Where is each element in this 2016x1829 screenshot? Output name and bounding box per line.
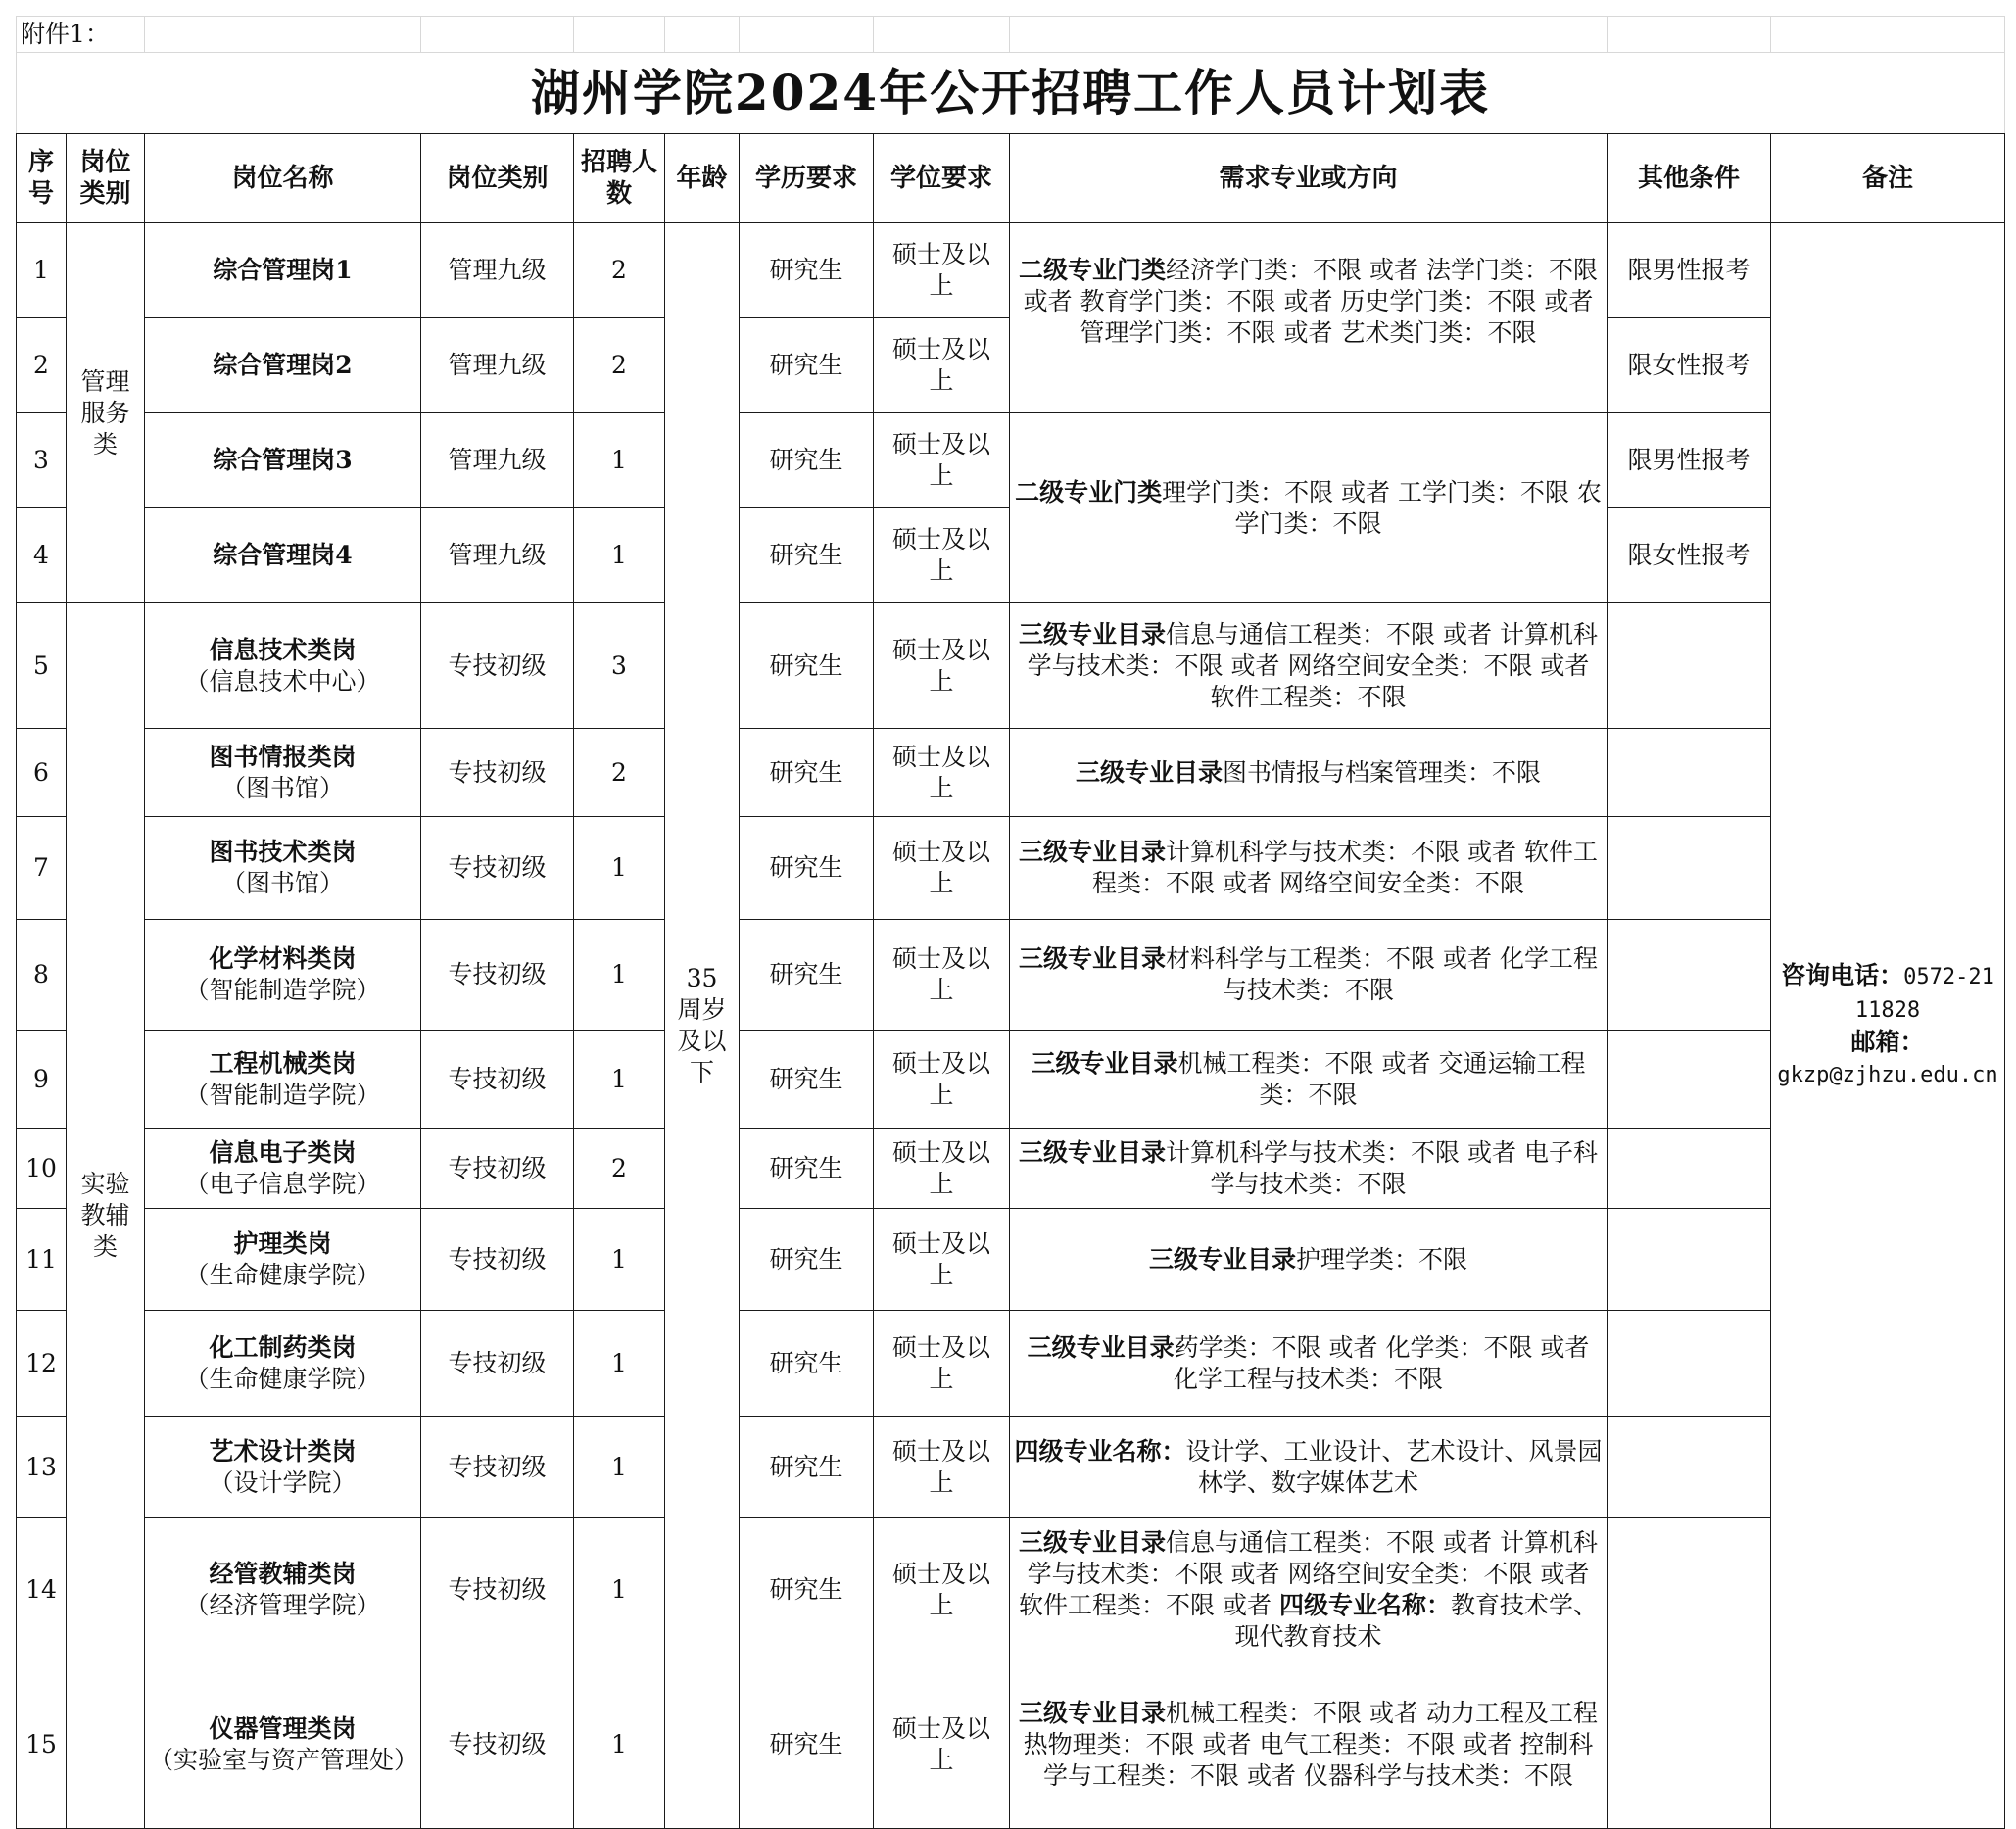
count-cell: 1 (574, 1311, 665, 1417)
post-name: 综合管理岗2 (213, 351, 353, 379)
major-text: 三级专业目录 (1019, 1699, 1167, 1727)
education-cell: 研究生 (740, 318, 874, 413)
education-cell: 研究生 (740, 1209, 874, 1311)
major-cell (1010, 920, 1608, 1031)
post-name-cell (145, 223, 421, 318)
degree-cell: 硕士及以上 (874, 1129, 1010, 1209)
post-type-cell: 管理九级 (421, 318, 574, 413)
degree-cell: 硕士及以上 (874, 1518, 1010, 1661)
post-dept: （实验室与资产管理处） (149, 1746, 419, 1774)
category-cell-lab: 实验教辅类 (67, 603, 145, 1829)
post-name: 化学材料类岗 (209, 944, 357, 973)
other-cell: 限女性报考 (1608, 318, 1771, 413)
education-cell: 研究生 (740, 413, 874, 508)
major-text: 机械工程类：不限 或者 动力工程及工程热物理类：不限 或者 电气工程类：不限 或者 控制科学与工程类：不限 或者 仪器科学与技术类：不限 (1023, 1699, 1598, 1790)
table-row (17, 817, 2005, 920)
major-cell (1010, 1311, 1608, 1417)
post-name: 仪器管理类岗 (209, 1714, 357, 1743)
post-name-cell (145, 1518, 421, 1661)
major-text: 经济学门类：不限 或者 法学门类：不限 或者 教育学门类：不限 或者 历史学门类：不限 或者 管理学门类：不限 或者 艺术类门类：不限 (1023, 256, 1598, 347)
major-text: 机械工程类：不限 或者 交通运输工程类：不限 (1177, 1048, 1586, 1109)
count-cell: 3 (574, 603, 665, 729)
major-text: 三级专业目录 (1148, 1244, 1296, 1274)
seq-cell: 5 (17, 603, 67, 729)
other-cell (1608, 920, 1771, 1031)
attachment-label: 附件1： (17, 17, 145, 53)
attachment-row (17, 17, 2005, 53)
other-cell (1608, 1518, 1771, 1661)
table-row (17, 603, 2005, 729)
major-cell (1010, 413, 1608, 603)
education-cell: 研究生 (740, 1518, 874, 1661)
seq-cell: 13 (17, 1417, 67, 1518)
major-cell (1010, 223, 1608, 413)
post-name: 护理类岗 (233, 1228, 332, 1258)
table-row (17, 1209, 2005, 1311)
degree-cell: 硕士及以上 (874, 223, 1010, 318)
table-row (17, 920, 2005, 1031)
header-row (17, 134, 2005, 223)
major-text: 三级专业目录 (1019, 838, 1167, 866)
count-cell: 1 (574, 817, 665, 920)
major-text: 三级专业目录 (1019, 944, 1167, 973)
degree-cell: 硕士及以上 (874, 1209, 1010, 1311)
seq-cell: 11 (17, 1209, 67, 1311)
seq-cell: 15 (17, 1661, 67, 1829)
post-name: 经管教辅类岗 (209, 1559, 357, 1588)
major-text: 图书情报与档案管理类：不限 (1223, 757, 1542, 787)
table-row (17, 223, 2005, 318)
major-text: 信息与通信工程类：不限 或者 计算机科学与技术类：不限 或者 网络空间安全类：不限 或者 软件工程类：不限 (1027, 619, 1598, 711)
post-name-cell (145, 1031, 421, 1129)
post-name: 工程机械类岗 (209, 1048, 357, 1078)
major-text: 三级专业目录 (1031, 1048, 1178, 1078)
table-row (17, 1129, 2005, 1209)
post-name-cell (145, 508, 421, 603)
other-cell (1608, 1129, 1771, 1209)
post-name: 艺术设计类岗 (209, 1436, 357, 1466)
major-text: 三级专业目录 (1019, 619, 1167, 649)
remark-cell (1771, 223, 2005, 1829)
post-name-cell (145, 1417, 421, 1518)
phone-value: 0572-2111828 (1854, 965, 1994, 1023)
post-type-cell: 专技初级 (421, 1129, 574, 1209)
count-cell: 1 (574, 1661, 665, 1829)
post-name-cell (145, 1311, 421, 1417)
education-cell: 研究生 (740, 603, 874, 729)
major-cell (1010, 1031, 1608, 1129)
recruitment-sheet (16, 16, 2004, 1829)
phone-label: 咨询电话： (1781, 961, 1904, 989)
count-cell: 1 (574, 1518, 665, 1661)
email-label: 邮箱： (1850, 1028, 1925, 1056)
post-name-cell (145, 920, 421, 1031)
major-text: 三级专业目录 (1019, 1137, 1167, 1167)
degree-cell: 硕士及以上 (874, 603, 1010, 729)
table-row (17, 729, 2005, 817)
count-cell: 1 (574, 920, 665, 1031)
other-cell (1608, 729, 1771, 817)
other-cell (1608, 1417, 1771, 1518)
post-dept: （设计学院） (209, 1468, 357, 1497)
header-degree: 学位要求 (874, 134, 1010, 223)
post-name: 化工制药类岗 (209, 1332, 357, 1362)
major-cell (1010, 1518, 1608, 1661)
major-text: 二级专业门类 (1015, 477, 1163, 506)
degree-cell: 硕士及以上 (874, 413, 1010, 508)
degree-cell: 硕士及以上 (874, 1031, 1010, 1129)
post-dept: （信息技术中心） (184, 666, 381, 696)
other-cell: 限男性报考 (1608, 413, 1771, 508)
header-major: 需求专业或方向 (1010, 134, 1608, 223)
table-row (17, 1417, 2005, 1518)
post-name: 综合管理岗1 (213, 256, 353, 284)
major-cell (1010, 817, 1608, 920)
other-cell (1608, 1311, 1771, 1417)
post-type-cell: 专技初级 (421, 1209, 574, 1311)
post-type-cell: 专技初级 (421, 817, 574, 920)
header-age: 年龄 (665, 134, 740, 223)
major-cell (1010, 1209, 1608, 1311)
major-text: 四级专业名称： (1278, 1590, 1451, 1619)
degree-cell: 硕士及以上 (874, 1311, 1010, 1417)
post-dept: （生命健康学院） (184, 1260, 381, 1289)
post-name-cell (145, 817, 421, 920)
degree-cell: 硕士及以上 (874, 508, 1010, 603)
table-row (17, 413, 2005, 508)
education-cell: 研究生 (740, 1311, 874, 1417)
post-type-cell: 专技初级 (421, 1518, 574, 1661)
other-cell: 限女性报考 (1608, 508, 1771, 603)
degree-cell: 硕士及以上 (874, 1417, 1010, 1518)
other-cell: 限男性报考 (1608, 223, 1771, 318)
count-cell: 1 (574, 1031, 665, 1129)
page-title: 湖州学院2024年公开招聘工作人员计划表 (17, 53, 2005, 134)
post-type-cell: 专技初级 (421, 603, 574, 729)
post-dept: （电子信息学院） (184, 1169, 381, 1198)
major-cell (1010, 1417, 1608, 1518)
title-row (17, 53, 2005, 134)
post-name-cell (145, 413, 421, 508)
count-cell: 1 (574, 413, 665, 508)
seq-cell: 14 (17, 1518, 67, 1661)
table-row (17, 1311, 2005, 1417)
seq-cell: 1 (17, 223, 67, 318)
post-dept: （图书馆） (220, 773, 344, 802)
seq-cell: 10 (17, 1129, 67, 1209)
count-cell: 2 (574, 318, 665, 413)
post-name-cell (145, 318, 421, 413)
count-cell: 2 (574, 729, 665, 817)
major-text: 三级专业目录 (1075, 757, 1223, 787)
education-cell: 研究生 (740, 1129, 874, 1209)
post-name: 图书技术类岗 (209, 838, 357, 866)
education-cell: 研究生 (740, 223, 874, 318)
post-name-cell (145, 1209, 421, 1311)
header-other: 其他条件 (1608, 134, 1771, 223)
other-cell (1608, 1209, 1771, 1311)
post-type-cell: 专技初级 (421, 920, 574, 1031)
seq-cell: 3 (17, 413, 67, 508)
post-name-cell (145, 729, 421, 817)
major-text: 三级专业目录 (1019, 1527, 1167, 1557)
education-cell: 研究生 (740, 508, 874, 603)
degree-cell: 硕士及以上 (874, 729, 1010, 817)
seq-cell: 6 (17, 729, 67, 817)
count-cell: 2 (574, 223, 665, 318)
table-row (17, 1661, 2005, 1829)
post-dept: （智能制造学院） (184, 976, 381, 1004)
post-dept: （生命健康学院） (184, 1364, 381, 1393)
major-text: 四级专业名称： (1014, 1436, 1186, 1466)
recruitment-table (16, 16, 2005, 1829)
post-name: 综合管理岗4 (213, 541, 353, 569)
post-name-cell (145, 1661, 421, 1829)
post-name: 信息技术类岗 (209, 635, 357, 664)
email-value: gkzp@zjhzu.edu.cn (1777, 1063, 1998, 1087)
degree-cell: 硕士及以上 (874, 318, 1010, 413)
education-cell: 研究生 (740, 729, 874, 817)
post-type-cell: 专技初级 (421, 1661, 574, 1829)
seq-cell: 8 (17, 920, 67, 1031)
other-cell (1608, 1661, 1771, 1829)
major-text: 材料科学与工程类：不限 或者 化学工程与技术类：不限 (1166, 944, 1598, 1004)
age-cell: 35周岁及以下 (665, 223, 740, 1829)
major-text: 设计学、工业设计、艺术设计、风景园林学、数字媒体艺术 (1185, 1436, 1603, 1497)
count-cell: 1 (574, 1209, 665, 1311)
seq-cell: 4 (17, 508, 67, 603)
other-cell (1608, 603, 1771, 729)
major-text: 信息与通信工程类：不限 或者 计算机科学与技术类：不限 或者 网络空间安全类：不限 或者 软件工程类：不限 或者 (1019, 1527, 1598, 1619)
post-name: 综合管理岗3 (213, 446, 353, 474)
table-row (17, 1031, 2005, 1129)
count-cell: 2 (574, 1129, 665, 1209)
degree-cell: 硕士及以上 (874, 920, 1010, 1031)
seq-cell: 12 (17, 1311, 67, 1417)
major-cell (1010, 729, 1608, 817)
major-cell (1010, 1661, 1608, 1829)
post-type-cell: 专技初级 (421, 729, 574, 817)
post-type-cell: 管理九级 (421, 223, 574, 318)
major-text: 计算机科学与技术类：不限 或者 电子科学与技术类：不限 (1166, 1137, 1598, 1198)
category-cell-management: 管理服务类 (67, 223, 145, 603)
post-type-cell: 专技初级 (421, 1031, 574, 1129)
other-cell (1608, 817, 1771, 920)
other-cell (1608, 1031, 1771, 1129)
degree-cell: 硕士及以上 (874, 1661, 1010, 1829)
education-cell: 研究生 (740, 817, 874, 920)
header-count: 招聘人数 (574, 134, 665, 223)
major-text: 计算机科学与技术类：不限 或者 软件工程类：不限 或者 网络空间安全类：不限 (1092, 838, 1598, 897)
education-cell: 研究生 (740, 920, 874, 1031)
post-type-cell: 专技初级 (421, 1417, 574, 1518)
major-text: 教育技术学、现代教育技术 (1234, 1590, 1598, 1651)
major-text: 理学门类：不限 或者 工学门类：不限 农学门类：不限 (1162, 477, 1602, 538)
count-cell: 1 (574, 508, 665, 603)
degree-cell: 硕士及以上 (874, 817, 1010, 920)
post-name: 图书情报类岗 (209, 742, 357, 771)
post-name-cell (145, 603, 421, 729)
table-row (17, 1518, 2005, 1661)
seq-cell: 7 (17, 817, 67, 920)
post-name-cell (145, 1129, 421, 1209)
major-text: 药学类：不限 或者 化学类：不限 或者 化学工程与技术类：不限 (1173, 1332, 1590, 1393)
post-type-cell: 专技初级 (421, 1311, 574, 1417)
major-cell (1010, 1129, 1608, 1209)
header-remark: 备注 (1771, 134, 2005, 223)
seq-cell: 2 (17, 318, 67, 413)
header-post-name: 岗位名称 (145, 134, 421, 223)
major-text: 护理学类：不限 (1296, 1244, 1468, 1274)
major-text: 三级专业目录 (1027, 1332, 1175, 1362)
education-cell: 研究生 (740, 1031, 874, 1129)
header-education: 学历要求 (740, 134, 874, 223)
post-dept: （经济管理学院） (184, 1590, 381, 1619)
header-seq: 序号 (17, 134, 67, 223)
post-type-cell: 管理九级 (421, 508, 574, 603)
post-name: 信息电子类岗 (209, 1137, 357, 1167)
header-category: 岗位类别 (67, 134, 145, 223)
major-text: 二级专业门类 (1019, 256, 1167, 284)
education-cell: 研究生 (740, 1417, 874, 1518)
post-type-cell: 管理九级 (421, 413, 574, 508)
major-cell (1010, 603, 1608, 729)
education-cell: 研究生 (740, 1661, 874, 1829)
seq-cell: 9 (17, 1031, 67, 1129)
post-dept: （图书馆） (220, 869, 344, 897)
header-post-type: 岗位类别 (421, 134, 574, 223)
post-dept: （智能制造学院） (184, 1080, 381, 1109)
count-cell: 1 (574, 1417, 665, 1518)
